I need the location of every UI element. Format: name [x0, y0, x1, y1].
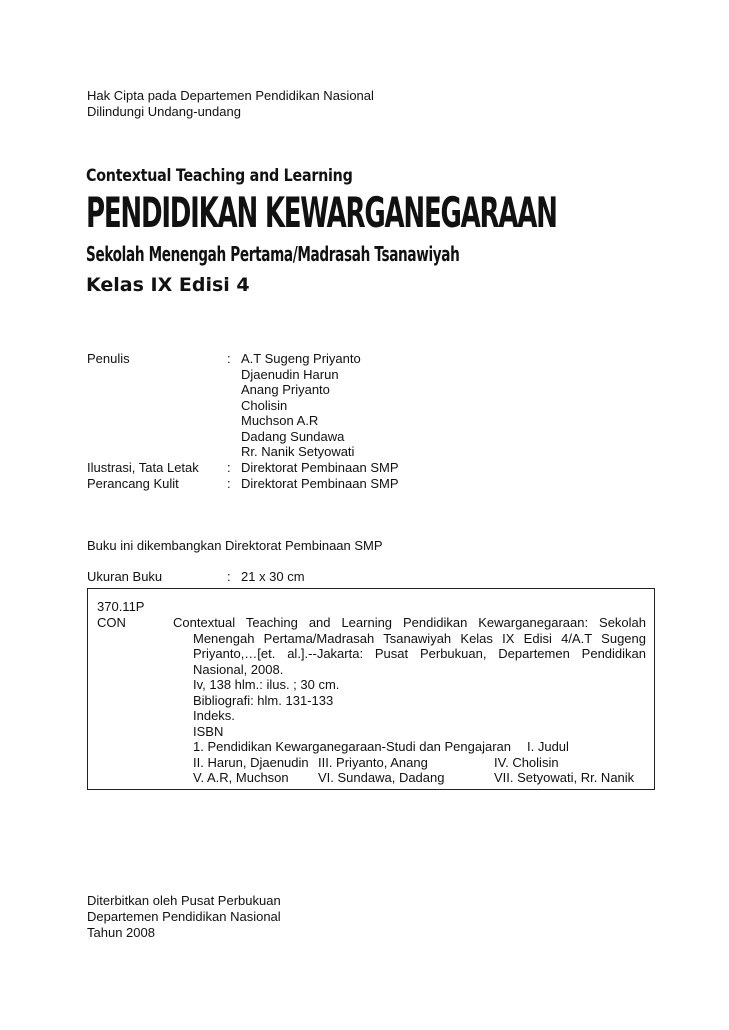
catalog-refs-row — [193, 770, 646, 786]
catalog-bibliography: Bibliografi: hlm. 131-133 — [193, 692, 334, 708]
catalog-subject-row — [193, 739, 646, 755]
catalog-body — [173, 615, 646, 786]
catalog-record-box — [87, 588, 655, 790]
illustration-value: Direktorat Pembinaan SMP — [241, 460, 399, 475]
author-list — [241, 351, 361, 460]
illustration-label: Ilustrasi, Tata Letak — [87, 460, 199, 475]
catalog-pages: Iv, 138 hlm.: ilus. ; 30 cm. — [193, 677, 340, 692]
author-name: Rr. Nanik Setyowati — [241, 444, 355, 459]
catalog-subject: 1. Pendidikan Kewarganegaraan-Studi dan Pengajaran — [193, 739, 512, 754]
catalog-ref: V. A.R, Muchson — [193, 770, 289, 785]
separator: : — [227, 351, 231, 366]
catalog-isbn: ISBN — [193, 723, 224, 739]
catalog-ref: III. Priyanto, Anang — [318, 754, 428, 770]
author-name: A.T Sugeng Priyanto — [241, 351, 361, 366]
catalog-index: Indeks. — [193, 708, 235, 723]
author-name: Cholisin — [241, 397, 288, 413]
catalog-ref: IV. Cholisin — [494, 754, 559, 770]
catalog-title: Contextual Teaching and Learning Pendidikan Kewarganegaraan: Sekolah Menengah Pertama/Madrasah Tsanawiyah Kelas IX Edisi 4/A.T Sugeng Priyanto,…[et. al.].--Jakarta: Pusat Perbukuan, Departemen Pendidikan Nasional, 2008. — [173, 615, 646, 677]
author-name: Djaenudin Harun — [241, 366, 339, 382]
call-number: 370.11P — [97, 599, 145, 614]
book-title: PENDIDIKAN KEWARGANEGARAAN — [86, 188, 557, 237]
cover-value: Direktorat Pembinaan SMP — [241, 476, 399, 491]
publisher-line: Diterbitkan oleh Pusat Perbukuan — [87, 893, 281, 908]
authors-label: Penulis — [87, 351, 130, 366]
book-size-label: Ukuran Buku — [87, 569, 163, 584]
book-size-row — [87, 569, 305, 585]
copyright-notice — [87, 88, 374, 120]
department-line: Departemen Pendidikan Nasional — [87, 909, 281, 924]
illustration-row — [87, 460, 399, 476]
catalog-ref: VII. Setyowati, Rr. Nanik — [494, 770, 635, 785]
catalog-code: CON — [97, 615, 126, 630]
publisher-info — [87, 893, 281, 941]
author-name: Anang Priyanto — [241, 382, 330, 397]
developer-note: Buku ini dikembangkan Direktorat Pembinaan SMP — [87, 538, 383, 553]
school-level: Sekolah Menengah Pertama/Madrasah Tsanawiyah — [86, 242, 460, 266]
catalog-ref: VI. Sundawa, Dadang — [318, 770, 445, 785]
separator: : — [227, 460, 231, 475]
protection-line: Dilindungi Undang-undang — [87, 104, 241, 119]
separator: : — [227, 569, 231, 584]
catalog-subject-ref: I. Judul — [527, 739, 569, 754]
edition-label: Kelas IX Edisi 4 — [86, 274, 250, 296]
author-name: Dadang Sundawa — [241, 428, 345, 444]
authors-row — [87, 351, 241, 367]
author-name: Muchson A.R — [241, 413, 319, 428]
series-title: Contextual Teaching and Learning — [86, 166, 353, 186]
separator: : — [227, 476, 231, 491]
catalog-ref: II. Harun, Djaenudin — [193, 754, 309, 770]
book-size-value: 21 x 30 cm — [241, 569, 305, 584]
year-line: Tahun 2008 — [87, 925, 155, 940]
catalog-refs-row — [193, 755, 646, 771]
copyright-line: Hak Cipta pada Departemen Pendidikan Nasional — [87, 88, 374, 103]
cover-label: Perancang Kulit — [87, 476, 179, 491]
cover-row — [87, 476, 399, 492]
